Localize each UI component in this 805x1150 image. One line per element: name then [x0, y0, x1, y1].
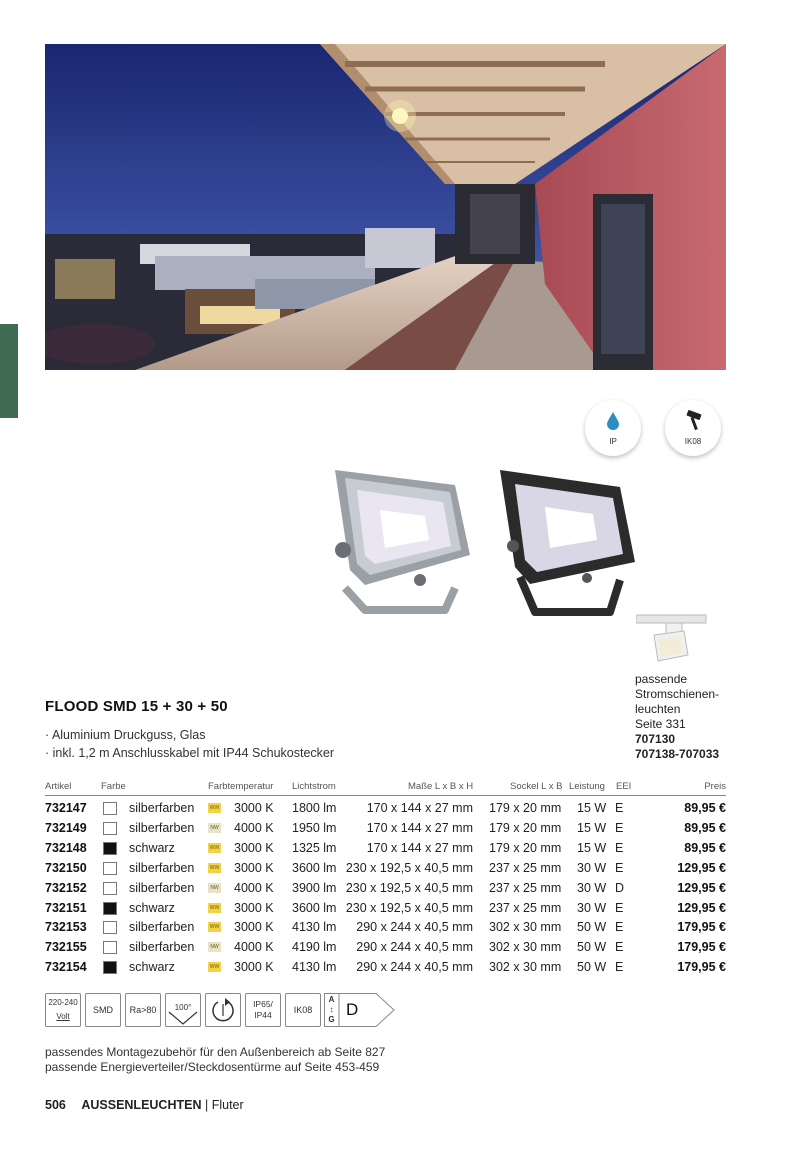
power: 15 W [577, 840, 607, 855]
energy-class-value: E [615, 801, 624, 815]
power: 15 W [577, 820, 607, 835]
smd-icon [85, 993, 121, 1027]
energy-class-value: E [615, 900, 624, 915]
hero-photo [45, 44, 726, 370]
price: 129,95 € [677, 860, 726, 875]
energy-label-icon [324, 993, 396, 1027]
ip-rating-label: IP65/ [253, 999, 273, 1009]
color-swatch [103, 921, 117, 934]
color-name: silberfarben [129, 860, 195, 875]
rail-spot-image [636, 613, 708, 665]
power: 30 W [577, 900, 607, 915]
article-number: 732154 [45, 960, 87, 975]
power: 30 W [577, 880, 607, 895]
product-title: FLOOD SMD 15 + 30 + 50 [45, 698, 228, 715]
color-name: schwarz [129, 960, 175, 975]
base-dimensions: 179 x 20 mm [489, 820, 562, 835]
page-footer [45, 1098, 244, 1112]
rail-note [635, 672, 719, 762]
color-name: silberfarben [129, 820, 195, 835]
ik-badge-label: IK08 [684, 437, 702, 446]
subsection-title: Fluter [211, 1098, 244, 1112]
dimensions: 290 x 244 x 40,5 mm [356, 920, 473, 935]
table-row [45, 898, 726, 918]
col-masse: Maße L x B x H [408, 781, 474, 792]
col-farbe: Farbe [101, 781, 126, 792]
dimensions: 230 x 192,5 x 40,5 mm [345, 900, 473, 915]
color-temperature: 3000 K [234, 920, 274, 935]
energy-class-value: E [615, 820, 624, 835]
base-dimensions: 237 x 25 mm [489, 860, 562, 875]
color-swatch [103, 961, 117, 974]
rotate-arrow-icon [206, 994, 240, 1026]
base-dimensions: 302 x 30 mm [489, 940, 562, 955]
color-swatch [103, 862, 117, 875]
dimensions: 170 x 144 x 27 mm [366, 840, 473, 855]
ra-icon [125, 993, 161, 1027]
rail-note-line: leuchten [635, 702, 681, 716]
color-temp-tag: NW [208, 823, 221, 833]
energy-class-value: E [615, 940, 624, 955]
table-row [45, 838, 726, 858]
ip-badge-label: IP [609, 437, 617, 446]
ik-rating-icon [285, 993, 321, 1027]
article-number: 732152 [45, 880, 87, 895]
base-dimensions: 179 x 20 mm [489, 801, 562, 815]
ra-label: Ra>80 [129, 1005, 157, 1015]
ip-rating-icon [245, 993, 281, 1027]
price: 89,95 € [684, 840, 726, 855]
color-swatch [103, 902, 117, 915]
color-name: silberfarben [129, 880, 195, 895]
hammer-icon [683, 410, 705, 432]
ik-badge [665, 400, 721, 456]
energy-class-value: E [615, 960, 624, 975]
product-image-silver [325, 460, 475, 630]
price: 179,95 € [677, 960, 726, 975]
beam-angle-icon [165, 993, 201, 1027]
luminous-flux: 4130 lm [292, 920, 337, 935]
power: 50 W [577, 960, 607, 975]
color-temperature: 4000 K [234, 820, 274, 835]
dimensions: 230 x 192,5 x 40,5 mm [345, 880, 473, 895]
color-temperature: 3000 K [234, 860, 274, 875]
article-number: 732150 [45, 860, 87, 875]
luminous-flux: 1950 lm [292, 820, 337, 835]
power: 50 W [577, 920, 607, 935]
color-temperature: 3000 K [234, 960, 274, 975]
color-temp-tag: NW [208, 942, 221, 952]
color-temp-tag: WW [209, 964, 220, 971]
table-row [45, 937, 726, 957]
section-title: AUSSENLEUCHTEN [81, 1098, 202, 1112]
ip-badge [585, 400, 641, 456]
color-temperature: 4000 K [234, 880, 274, 895]
color-swatch [103, 842, 117, 855]
base-dimensions: 237 x 25 mm [489, 880, 562, 895]
color-name: schwarz [129, 840, 175, 855]
price: 129,95 € [677, 900, 726, 915]
col-artikel: Artikel [45, 781, 72, 792]
article-number: 732151 [45, 900, 87, 915]
color-name: schwarz [129, 900, 175, 915]
color-temp-tag: WW [209, 904, 220, 911]
table-row [45, 858, 726, 878]
color-temperature: 4000 K [234, 940, 274, 955]
base-dimensions: 302 x 30 mm [489, 960, 562, 975]
accessory-notes [45, 1045, 385, 1075]
dimensions: 170 x 144 x 27 mm [366, 801, 473, 815]
color-name: silberfarben [129, 801, 195, 815]
dimensions: 290 x 244 x 40,5 mm [356, 960, 473, 975]
color-temp-tag: WW [209, 805, 220, 811]
voltage-unit: Volt [56, 1012, 70, 1021]
water-drop-icon [603, 410, 623, 430]
power: 50 W [577, 940, 607, 955]
color-temperature: 3000 K [234, 900, 274, 915]
luminous-flux: 3900 lm [292, 880, 337, 895]
beam-angle-graphic [166, 994, 200, 1026]
rail-note-line: Stromschienen- [635, 687, 720, 701]
rotate-icon [205, 993, 241, 1027]
table-row [45, 818, 726, 838]
power: 15 W [577, 801, 607, 815]
dimensions: 170 x 144 x 27 mm [366, 820, 473, 835]
color-swatch [103, 941, 117, 954]
color-name: silberfarben [129, 940, 195, 955]
feature-item: · Aluminium Druckguss, Glas [45, 728, 206, 742]
color-temp-tag: WW [209, 924, 220, 931]
luminous-flux: 3600 lm [292, 860, 337, 875]
col-lichtstrom: Lichtstrom [292, 781, 336, 792]
smd-label: SMD [93, 1005, 113, 1015]
luminous-flux: 3600 lm [292, 900, 337, 915]
luminous-flux: 4190 lm [292, 940, 337, 955]
base-dimensions: 302 x 30 mm [489, 920, 562, 935]
energy-class-value: E [615, 920, 624, 935]
beam-angle-label: 100° [174, 1003, 192, 1012]
color-swatch [103, 802, 117, 815]
table-header [45, 780, 726, 796]
col-eei: EEI [616, 781, 632, 792]
feature-item: · inkl. 1,2 m Anschlusskabel mit IP44 Schukostecker [45, 746, 335, 760]
color-swatch [103, 882, 117, 895]
color-temperature: 3000 K [234, 801, 274, 815]
energy-scale-bottom: G [328, 1015, 335, 1024]
col-preis: Preis [704, 781, 726, 792]
dimensions: 290 x 244 x 40,5 mm [356, 940, 473, 955]
price: 89,95 € [684, 820, 726, 835]
note-line: passendes Montagezubehör für den Außenbereich ab Seite 827 [45, 1045, 386, 1059]
ik-rating-label: IK08 [293, 1005, 313, 1015]
dimensions: 230 x 192,5 x 40,5 mm [345, 860, 473, 875]
color-temperature: 3000 K [234, 840, 274, 855]
energy-scale-top: A [328, 995, 335, 1004]
note-line: passende Energieverteiler/Steckdosentürme auf Seite 453-459 [45, 1060, 380, 1074]
page-number: 506 [45, 1098, 66, 1112]
table-row [45, 957, 726, 977]
color-name: silberfarben [129, 920, 195, 935]
luminous-flux: 1800 lm [292, 801, 337, 815]
energy-class: D [346, 1000, 359, 1019]
price: 179,95 € [677, 920, 726, 935]
rail-note-code: 707130 [635, 732, 676, 746]
footer-separator: | [204, 1098, 209, 1112]
luminous-flux: 1325 lm [292, 840, 337, 855]
base-dimensions: 237 x 25 mm [489, 900, 562, 915]
color-temp-tag: WW [209, 844, 220, 851]
rail-note-code: 707138-707033 [635, 747, 720, 761]
feature-list [45, 726, 334, 762]
energy-class-value: E [615, 840, 624, 855]
energy-class-value: E [615, 860, 624, 875]
rail-note-page: Seite 331 [635, 717, 686, 731]
table-row [45, 917, 726, 937]
article-number: 732155 [45, 940, 87, 955]
article-number: 732148 [45, 840, 87, 855]
article-number: 732149 [45, 820, 87, 835]
color-swatch [103, 822, 117, 835]
energy-class-value: D [615, 880, 625, 895]
article-number: 732153 [45, 920, 87, 935]
color-temp-tag: NW [208, 883, 221, 893]
col-farbtemperatur: Farbtemperatur [208, 781, 274, 792]
voltage-value: 220-240 [48, 998, 78, 1007]
product-image-black [495, 462, 640, 627]
voltage-icon [45, 993, 81, 1027]
col-leistung: Leistung [569, 781, 605, 792]
luminous-flux: 4130 lm [292, 960, 337, 975]
table-row [45, 798, 726, 818]
rail-note-line: passende [635, 672, 688, 686]
price: 89,95 € [684, 801, 726, 815]
energy-scale-arrow: ↕ [329, 1005, 334, 1014]
color-temp-tag: WW [209, 864, 220, 871]
price: 179,95 € [677, 940, 726, 955]
power: 30 W [577, 860, 607, 875]
table-row [45, 878, 726, 898]
chapter-tab [0, 324, 18, 418]
price: 129,95 € [677, 880, 726, 895]
base-dimensions: 179 x 20 mm [489, 840, 562, 855]
ip-rating-label-2: IP44 [254, 1010, 272, 1020]
article-number: 732147 [45, 801, 87, 815]
col-sockel: Sockel L x B [510, 781, 563, 792]
